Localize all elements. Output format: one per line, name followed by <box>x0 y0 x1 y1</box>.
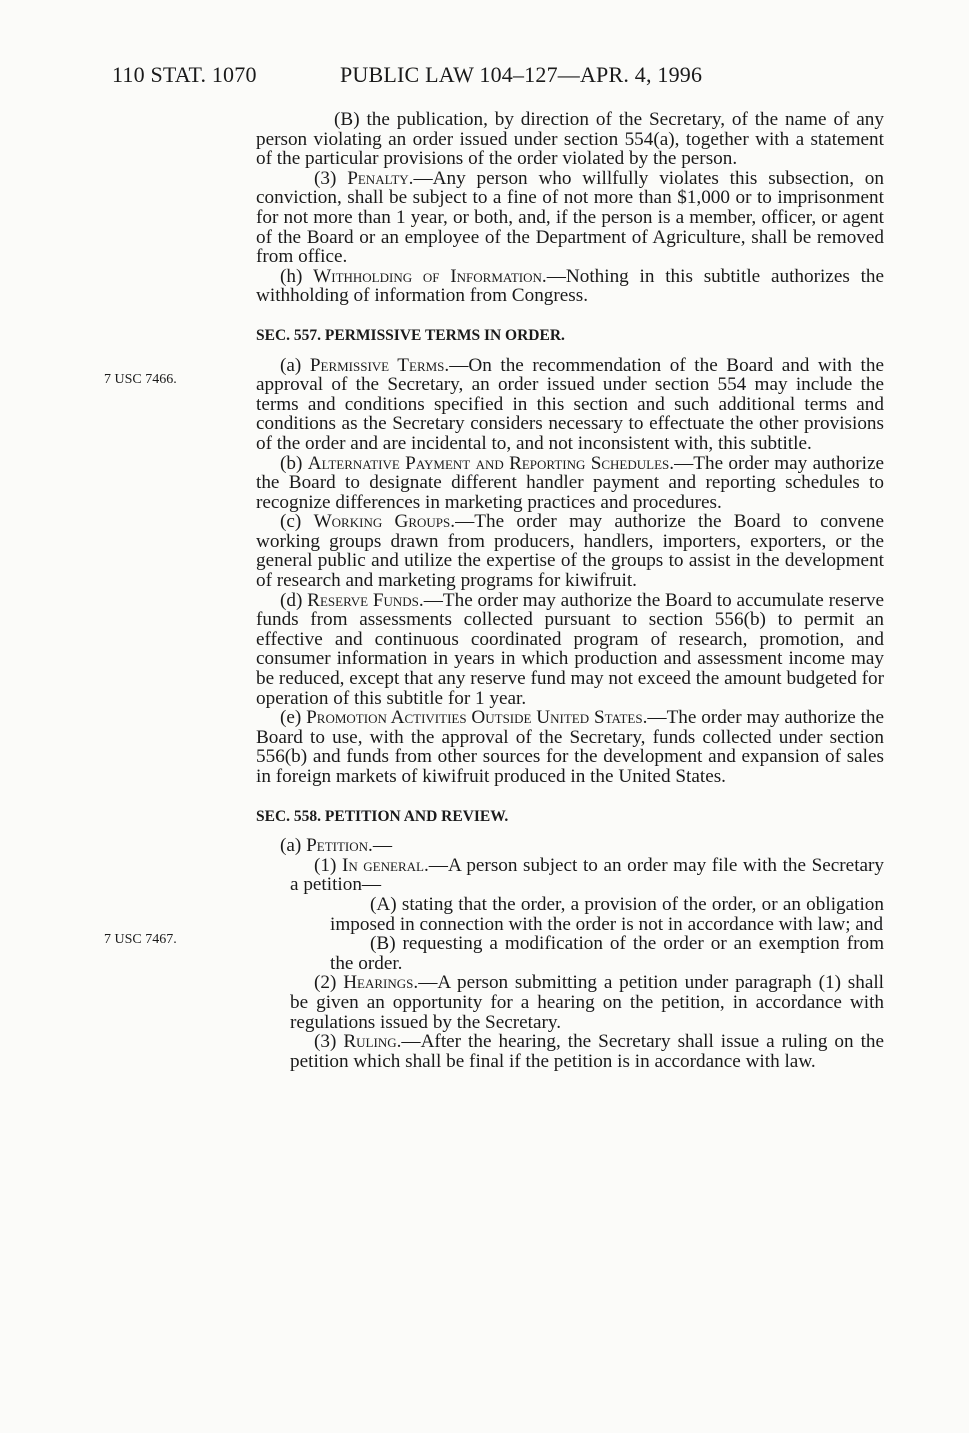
paragraph-3-ruling: (3) Ruling.—After the hearing, the Secretary shall issue a ruling on the petition which shall be final if the petition is in accordance with law. <box>290 1031 885 1072</box>
subsection-e-promotion-activities: (e) Promotion Activities Outside United States.—The order may authorize the Board to use, with the approval of the Secretary, funds collected under section 556(b) and funds from other sources for the development and expansion of sales in foreign markets of kiwifruit produced in the United States. <box>256 707 885 787</box>
heading-reserve-funds: Reserve Funds <box>307 589 419 611</box>
subparagraph-b-requesting: (B) requesting a modification of the order or an exemption from the order. <box>330 933 884 974</box>
paragraph-2-hearings: (2) Hearings.—A person submitting a petition under paragraph (1) shall be given an opportunity for a hearing on the petition, in accordance with regulations issued by the Secretary. <box>290 972 885 1033</box>
section-557-heading: SEC. 557. PERMISSIVE TERMS IN ORDER. <box>256 326 565 344</box>
heading-ruling: Ruling <box>343 1031 397 1053</box>
heading-hearings: Hearings <box>343 972 414 994</box>
paragraph-3-penalty: (3) Penalty.—Any person who willfully violates this subsection, on conviction, shall be subject to a fine of not more than $1,000 or to imprisonment for not more than 1 year, or both, and, if the person is a member, officer, or agent of the Board or an employee of the Department of Agriculture, shall be removed from office. <box>256 167 884 268</box>
margin-note-usc-7467: 7 USC 7467. <box>104 932 177 947</box>
law-reference: PUBLIC LAW 104–127—APR. 4, 1996 <box>340 62 703 87</box>
heading-penalty: Penalty <box>347 167 409 189</box>
heading-working-groups: Working Groups <box>313 511 451 533</box>
heading-permissive-terms: Permissive Terms <box>309 354 445 376</box>
subparagraph-a-stating: (A) stating that the order, a provision of the order, or an obligation imposed in connection with the order is not in accordance with law; and <box>330 893 884 935</box>
margin-note-usc-7466: 7 USC 7466. <box>104 372 177 387</box>
section-558-heading: SEC. 558. PETITION AND REVIEW. <box>256 807 509 825</box>
subsection-d-reserve-funds: (d) Reserve Funds.—The order may authorize the Board to accumulate reserve funds from assessments collected pursuant to section 556(b) to permit an effective and continuous coordinated program of research, promotion, and consumer information in years in which production and assessment income may be reduced, except that any reserve fund may not exceed the amount budgeted for operation of this subtitle for 1 year. <box>256 589 884 709</box>
heading-in-general: In general <box>341 854 424 876</box>
subsection-c-working-groups: (c) Working Groups.—The order may authorize the Board to convene working groups drawn from producers, handlers, importers, exporters, or the general public and utilize the expertise of the groups to assist in the development of research and marketing programs for kiwifruit. <box>256 511 884 592</box>
statute-text <box>256 110 884 1071</box>
heading-alternative-schedules: Alternative Payment and Reporting Schedules <box>307 452 670 474</box>
paragraph-1-in-general: (1) In general.—A person subject to an order may file with the Secretary a petition— <box>290 854 885 896</box>
running-header <box>0 62 969 92</box>
subsection-h-withholding: (h) Withholding of Information.—Nothing in this subtitle authorizes the withholding of information from Congress. <box>256 265 885 307</box>
paragraph-b-publication: (B) the publication, by direction of the Secretary, of the name of any person violating an order issued under section 554(a), together with a statement of the particular provisions of the order violated by the person. <box>256 109 884 170</box>
subsection-a-petition: (a) Petition.— <box>280 835 393 857</box>
heading-withholding: Withholding of Information <box>313 265 542 287</box>
subsection-a-permissive-terms: (a) Permissive Terms.—On the recommendation of the Board and with the approval of the Secretary, an order issued under section 554 may include the terms and conditions specified in this section and such additional terms and conditions as the Secretary considers necessary to effectuate the other provisions of the order and are incidental to, and not inconsistent with, this subtitle. <box>256 354 884 454</box>
page-reference: 110 STAT. 1070 <box>112 62 257 87</box>
heading-promotion-activities: Promotion Activities Outside United States <box>306 707 643 729</box>
subsection-b-alternative-schedules: (b) Alternative Payment and Reporting Schedules.—The order may authorize the Board to designate different handler payment and reporting schedules to recognize differences in marketing practices and procedures. <box>256 452 884 513</box>
heading-petition: Petition <box>306 835 369 857</box>
